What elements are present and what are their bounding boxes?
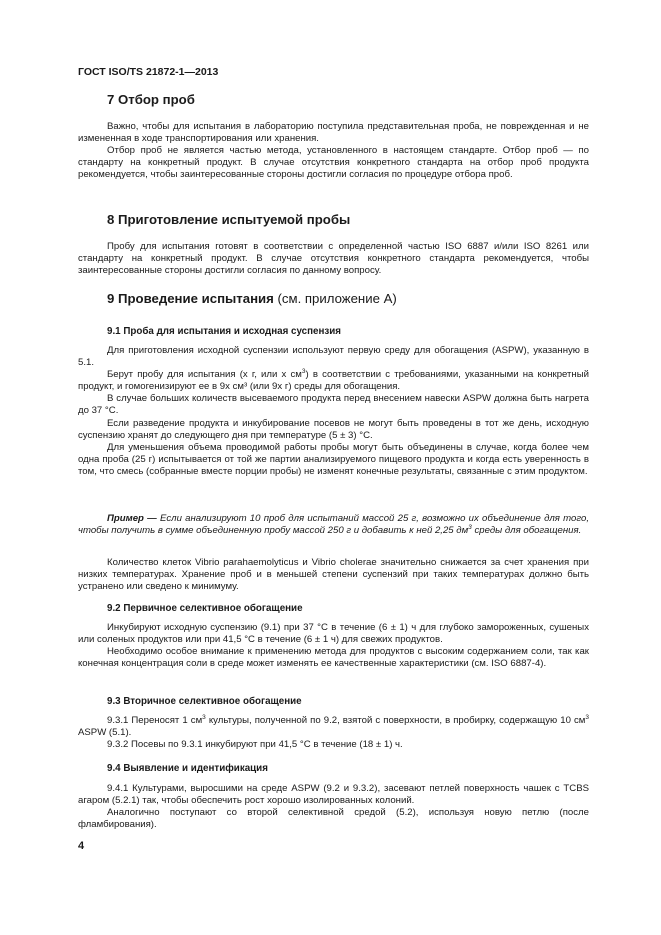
section-9-title-suffix: (см. приложение А) xyxy=(273,291,397,306)
section-9-2 xyxy=(78,603,589,615)
paragraph-text: 9.3.1 Переносят 1 см xyxy=(107,715,203,726)
paragraph: В случае больших количеств высеваемого продукта перед внесением навески ASPW должна быть нагрета до 37 °С. xyxy=(78,393,589,417)
paragraph: Важно, чтобы для испытания в лабораторию поступила представительная проба, не поврежденная и не измененная в ходе транспортирования или хранения. xyxy=(78,121,589,145)
paragraph-text: культуры, полученной по 9.2, взятой с поверхности, в пробирку, содержащую 10 см xyxy=(205,715,586,726)
section-9-3-title: 9.3 Вторичное селективное обогащение xyxy=(107,696,302,707)
section-9-1-tail xyxy=(78,557,589,593)
paragraph-text: Берут пробу для испытания (x г, или x см xyxy=(107,369,302,381)
note-text: Если анализируют 10 проб для испытаний массой 25 г, возможно их объединение для того, чтобы получить в сумме объединенную пробу массой 250 г и добавить к ней 2,25 дм xyxy=(78,513,589,537)
superscript: 3 xyxy=(202,714,206,721)
section-8-title: 8 Приготовление испытуемой пробы xyxy=(107,212,351,227)
document-header: ГОСТ ISO/TS 21872-1—2013 xyxy=(78,66,219,78)
note-text: среды для обогащения. xyxy=(471,525,582,537)
section-7-title: 7 Отбор проб xyxy=(107,92,195,107)
section-9-4-body xyxy=(78,783,589,831)
paragraph: Для уменьшения объема проводимой работы пробы могут быть объединены в случае, когда более чем одна проба (25 г) испытывается от той же партии анализируемого пищевого продукта и когда есть уверенность в том, что смесь (собранные вместе порции пробы) не изменят конечные результаты, связанные с этим продуктом. xyxy=(78,441,589,477)
example-note xyxy=(78,513,589,537)
paragraph: Количество клеток Vibrio parahaemolyticus и Vibrio cholerae значительно снижается за счет хранения при низких температурах. Хранение проб и в меньшей степени суспензий при таких температурах должно быть устранено или сведено к минимуму. xyxy=(78,557,589,593)
section-9-title-main: 9 Проведение испытания xyxy=(107,291,274,306)
superscript: 3 xyxy=(301,368,306,376)
superscript: 3 xyxy=(585,714,589,721)
superscript: 3 xyxy=(468,524,472,532)
section-9-3-body xyxy=(78,715,589,751)
section-9-1-body xyxy=(78,345,589,478)
page-number: 4 xyxy=(78,840,85,852)
section-9-4-title: 9.4 Выявление и идентификация xyxy=(107,763,268,774)
section-8-body xyxy=(78,241,589,277)
section-9-3 xyxy=(78,696,589,708)
paragraph: Если разведение продукта и инкубирование посевов не могут быть проведены в тот же день, исходную суспензию хранят до следующего дня при температуре (5 ± 3) °С. xyxy=(78,417,589,441)
example-label: Пример — xyxy=(107,513,157,524)
paragraph-text: ASPW (5.1). xyxy=(78,727,132,739)
section-8 xyxy=(78,212,589,228)
section-7 xyxy=(78,92,589,108)
section-7-body xyxy=(78,121,589,181)
section-9 xyxy=(78,291,589,307)
paragraph: Пробу для испытания готовят в соответствии с определенной частью ISO 6887 и/или ISO 8261 или стандарту на конкретный продукт. В случае отсутствия конкретного стандарта рекомендуется, чтобы заинтересованные стороны достигли согласия по данному вопросу. xyxy=(78,241,589,277)
section-9-1-title: 9.1 Проба для испытания и исходная суспензия xyxy=(107,326,341,337)
paragraph xyxy=(78,715,589,739)
paragraph: 9.4.1 Культурами, выросшими на среде ASPW (9.2 и 9.3.2), засевают петлей поверхность чашек с TCBS агаром (5.2.1) так, чтобы обеспечить рост хорошо изолированных колоний. xyxy=(78,783,589,807)
paragraph: Необходимо особое внимание к применению метода для продуктов с высоким содержанием соли, так как конечная концентрация соли в среде может изменять ее качественные характеристики (см. ISO 6887-4). xyxy=(78,646,589,670)
paragraph-text: ) в соответствии с требованиями, указанными на конкретный продукт, и гомогенизируют ее в 9x см³ (или 9x г) среды для обогащения. xyxy=(78,369,589,393)
section-9-2-title: 9.2 Первичное селективное обогащение xyxy=(107,603,303,614)
paragraph xyxy=(78,369,589,393)
paragraph: Аналогично поступают со второй селективной средой (5.2), используя новую петлю (после фламбирования). xyxy=(78,807,589,831)
note-example xyxy=(78,513,589,537)
paragraph: Отбор проб не является частью метода, установленного в настоящем стандарте. Отбор проб — по стандарту на конкретный продукт. В случае отсутствия конкретного стандарта на отбор проб продукта рекомендуется, чтобы заинтересованные стороны достигли согласия по процедуре отбора проб. xyxy=(78,145,589,181)
section-9-4 xyxy=(78,763,589,775)
section-9-title xyxy=(78,291,589,307)
paragraph: Для приготовления исходной суспензии используют первую среду для обогащения (ASPW), указанную в 5.1. xyxy=(78,345,589,369)
section-9-2-body xyxy=(78,622,589,670)
section-9-1 xyxy=(78,326,589,338)
paragraph: Инкубируют исходную суспензию (9.1) при 37 °С в течение (6 ± 1) ч для глубоко замороженных, сушеных или соленых продуктов или при 41,5 °С в течение (6 ± 1 ч) для свежих продуктов. xyxy=(78,622,589,646)
paragraph: 9.3.2 Посевы по 9.3.1 инкубируют при 41,5 °С в течение (18 ± 1) ч. xyxy=(107,739,403,751)
